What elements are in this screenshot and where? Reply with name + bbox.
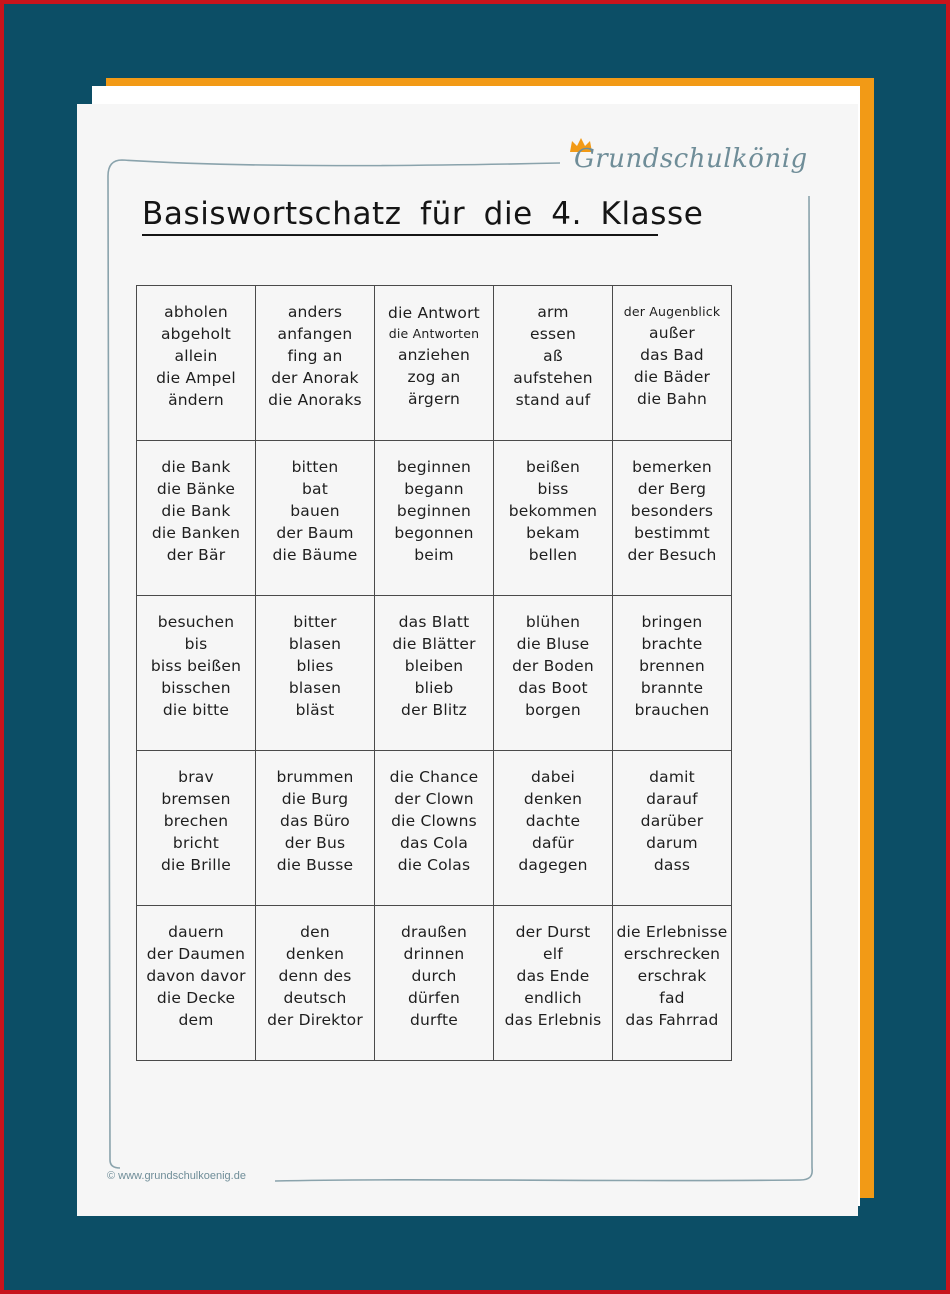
word: beginnen xyxy=(396,458,472,476)
word: die Bäder xyxy=(633,368,711,386)
word: abgeholt xyxy=(160,325,231,343)
word: denn des xyxy=(278,967,352,985)
word: die Burg xyxy=(281,790,349,808)
word: bitter xyxy=(293,613,337,631)
word: anfangen xyxy=(277,325,353,343)
word: anziehen xyxy=(397,346,471,364)
grid-row xyxy=(137,441,732,596)
word: brummen xyxy=(276,768,354,786)
word: fad xyxy=(659,989,685,1007)
footer-copyright: © www.grundschulkoenig.de xyxy=(107,1170,246,1182)
word: dachte xyxy=(525,812,581,830)
word: deutsch xyxy=(283,989,347,1007)
word: dass xyxy=(653,856,691,874)
word-card xyxy=(494,596,613,751)
word: elf xyxy=(543,945,563,963)
word: draußen xyxy=(400,923,468,941)
word: der Daumen xyxy=(146,945,246,963)
word: bis xyxy=(184,635,208,653)
word: dafür xyxy=(532,834,574,852)
word: blies xyxy=(296,657,334,675)
word: die Colas xyxy=(397,856,471,874)
word-card xyxy=(137,906,256,1061)
word: die Decke xyxy=(156,989,236,1007)
grid-row xyxy=(137,286,732,441)
word-card xyxy=(613,441,732,596)
word-card xyxy=(494,441,613,596)
title-underline xyxy=(142,234,658,236)
word: die Bahn xyxy=(637,390,707,408)
word: blühen xyxy=(525,613,581,631)
word: dauern xyxy=(168,923,224,941)
word: dem xyxy=(178,1011,214,1029)
word: bauen xyxy=(290,502,340,520)
word: bringen xyxy=(641,613,703,631)
word: bricht xyxy=(172,834,220,852)
word: zog an xyxy=(407,368,461,386)
word: durch xyxy=(411,967,457,985)
word: bekam xyxy=(526,524,580,542)
word-card xyxy=(137,286,256,441)
word: beim xyxy=(414,546,454,564)
word: die Ampel xyxy=(156,369,236,387)
word: der Bus xyxy=(284,834,346,852)
word: bekommen xyxy=(508,502,598,520)
word: darum xyxy=(646,834,698,852)
word: der Direktor xyxy=(267,1011,363,1029)
word: das Cola xyxy=(399,834,469,852)
word: die Banken xyxy=(151,524,241,542)
word-card xyxy=(137,751,256,906)
word: das Blatt xyxy=(398,613,470,631)
word-card xyxy=(613,596,732,751)
word: bläst xyxy=(295,701,335,719)
word: erschrecken xyxy=(623,945,721,963)
word: borgen xyxy=(525,701,581,719)
word: arm xyxy=(537,303,569,321)
word: der Berg xyxy=(637,480,707,498)
word-card xyxy=(256,286,375,441)
word: der Bär xyxy=(166,546,226,564)
word-card xyxy=(613,286,732,441)
word: die Bänke xyxy=(156,480,236,498)
word: brannte xyxy=(640,679,704,697)
word-card xyxy=(375,596,494,751)
word: denken xyxy=(285,945,345,963)
brand-logo: Grundschulkönig xyxy=(574,144,808,174)
word: brauchen xyxy=(634,701,710,719)
word: biss beißen xyxy=(150,657,242,675)
word-card xyxy=(375,286,494,441)
word: die Bäume xyxy=(272,546,358,564)
word: erschrak xyxy=(637,967,707,985)
word: der Clown xyxy=(394,790,474,808)
word: bellen xyxy=(528,546,578,564)
word: bisschen xyxy=(161,679,231,697)
word: ändern xyxy=(168,391,224,409)
word-card xyxy=(256,441,375,596)
word-card xyxy=(137,596,256,751)
word: die Antworten xyxy=(388,326,480,341)
word: die Busse xyxy=(276,856,354,874)
word: brennen xyxy=(639,657,705,675)
word: aufstehen xyxy=(513,369,593,387)
word: dabei xyxy=(530,768,576,786)
word-card xyxy=(613,906,732,1061)
word: begonnen xyxy=(394,524,474,542)
word: der Besuch xyxy=(627,546,717,564)
word: die Clowns xyxy=(391,812,477,830)
word: allein xyxy=(174,347,218,365)
word: der Anorak xyxy=(271,369,359,387)
word-card xyxy=(494,906,613,1061)
word: die bitte xyxy=(162,701,230,719)
word: blieb xyxy=(414,679,454,697)
word-card xyxy=(256,751,375,906)
word: darauf xyxy=(646,790,698,808)
word: beißen xyxy=(525,458,580,476)
word: die Bluse xyxy=(516,635,590,653)
word: bemerken xyxy=(632,458,712,476)
word: denken xyxy=(523,790,583,808)
word: abholen xyxy=(164,303,228,321)
word: bat xyxy=(301,480,328,498)
word-card xyxy=(613,751,732,906)
word: außer xyxy=(649,324,695,342)
word: aß xyxy=(543,347,563,365)
word: dagegen xyxy=(518,856,588,874)
word: der Boden xyxy=(512,657,594,675)
word: die Erlebnisse xyxy=(616,923,728,941)
word: davon davor xyxy=(146,967,246,985)
word: besuchen xyxy=(157,613,235,631)
word-card xyxy=(494,286,613,441)
word: damit xyxy=(649,768,695,786)
word: bestimmt xyxy=(634,524,710,542)
word: ärgern xyxy=(407,390,461,408)
word-card xyxy=(375,906,494,1061)
word: den xyxy=(300,923,330,941)
word-card xyxy=(256,906,375,1061)
word: die Brille xyxy=(160,856,232,874)
word: der Augenblick xyxy=(623,304,721,319)
grid-row xyxy=(137,906,732,1061)
grid-row xyxy=(137,751,732,906)
word-card xyxy=(137,441,256,596)
word: das Büro xyxy=(280,812,350,830)
word-card xyxy=(375,751,494,906)
word: begann xyxy=(404,480,464,498)
word: blasen xyxy=(288,679,342,697)
word-card xyxy=(494,751,613,906)
word-grid xyxy=(136,285,732,1061)
word: die Antwort xyxy=(388,304,480,322)
grid-row xyxy=(137,596,732,751)
word-card xyxy=(375,441,494,596)
word: der Blitz xyxy=(401,701,467,719)
word: der Durst xyxy=(515,923,591,941)
word: die Chance xyxy=(389,768,479,786)
word-card xyxy=(256,596,375,751)
word: die Anoraks xyxy=(268,391,362,409)
word: essen xyxy=(529,325,577,343)
word: fing an xyxy=(287,347,343,365)
word: blasen xyxy=(288,635,342,653)
word: anders xyxy=(287,303,343,321)
word: das Ende xyxy=(516,967,590,985)
word: das Fahrrad xyxy=(625,1011,719,1029)
word: dürfen xyxy=(407,989,461,1007)
word: besonders xyxy=(630,502,714,520)
word: bleiben xyxy=(404,657,464,675)
word: brav xyxy=(178,768,214,786)
word: die Blätter xyxy=(392,635,476,653)
word: durfte xyxy=(409,1011,459,1029)
word: bitten xyxy=(291,458,339,476)
page-title: Basiswortschatz für die 4. Klasse xyxy=(142,196,704,232)
word: bremsen xyxy=(161,790,231,808)
word: endlich xyxy=(524,989,582,1007)
word: biss xyxy=(537,480,569,498)
word: brachte xyxy=(641,635,703,653)
word: die Bank xyxy=(161,502,231,520)
word: der Baum xyxy=(276,524,354,542)
word: beginnen xyxy=(396,502,472,520)
word: das Bad xyxy=(640,346,704,364)
word: die Bank xyxy=(161,458,231,476)
word: das Erlebnis xyxy=(504,1011,602,1029)
word: brechen xyxy=(163,812,229,830)
word: das Boot xyxy=(518,679,588,697)
word: drinnen xyxy=(403,945,465,963)
word: darüber xyxy=(640,812,704,830)
word: stand auf xyxy=(515,391,591,409)
